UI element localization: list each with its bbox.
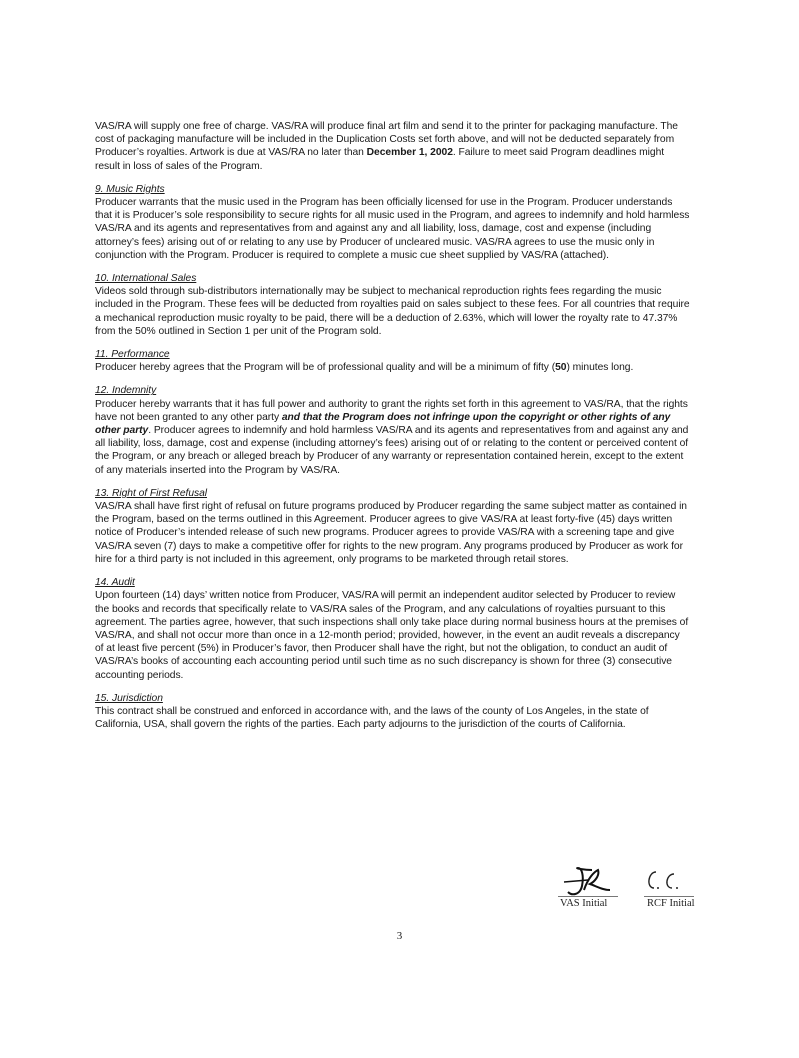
section-heading: 9. Music Rights — [95, 183, 165, 195]
performance-text-1: Producer hereby agrees that the Program will be of professional quality and will be a minimum of fifty ( — [95, 362, 556, 374]
vas-initial-line — [558, 896, 618, 897]
section-body: VAS/RA shall have first right of refusal on future programs produced by Producer regarding the same subject matter as contained in the Program, based on the terms outlined in this Agreement. Producer agrees to give VAS/RA at least forty-five (45) days written notice of Producer’s intended release of such new programs. Producer agrees to provide VAS/RA with a screening tape and give VAS/RA seven (7) days to make a competitive offer for rights to the new program. Any programs produced by Producer as work for hire for a third party is not included in this agreement, only programs to be marketed through retail stores. — [95, 501, 687, 565]
intro-paragraph — [95, 120, 690, 173]
rcf-initial-label: RCF Initial — [647, 898, 695, 909]
performance-text-2: ) minutes long. — [566, 362, 634, 374]
section-music-rights — [95, 183, 690, 262]
section-heading: 12. Indemnity — [95, 385, 157, 397]
minutes-count: 50 — [555, 362, 567, 374]
section-first-refusal — [95, 487, 690, 566]
section-heading: 15. Jurisdiction — [95, 692, 163, 704]
indemnity-emphasis: and that the Program does not infringe upon the copyright or other rights of any other party — [95, 411, 671, 437]
vas-initial-label: VAS Initial — [560, 898, 608, 909]
indemnity-text-1: Producer hereby warrants that it has full power and authority to grant the rights set forth in this agreement to VAS/RA, that the rights have not been granted to any other party — [95, 398, 688, 423]
intro-text-2: . Failure to meet said Program deadlines might result in loss of sales of the Program. — [95, 147, 665, 172]
section-heading: 14. Audit — [95, 577, 135, 589]
section-body — [95, 361, 690, 374]
section-body: Videos sold through sub-distributors internationally may be subject to mechanical reproduction rights fees regarding the music included in the Program. These fees will be deducted from royalties paid on sales subject to these fees. For all countries that require a mechanical reproduction music royalty to be paid, there will be a deduction of 2.63%, which will lower the royalty rate to 47.37% from the 50% outlined in Section 1 per unit of the Program sold. — [95, 286, 690, 337]
contract-body — [95, 120, 690, 741]
section-body: This contract shall be construed and enforced in accordance with, and the laws of the county of Los Angeles, in the state of California, USA, shall govern the rights of the parties. Each party adjourns to the jurisdiction of the courts of California. — [95, 705, 649, 731]
section-body — [95, 398, 690, 477]
page-number: 3 — [396, 930, 403, 942]
intro-text-1: VAS/RA will supply one free of charge. VAS/RA will produce final art film and send it to the printer for packaging manufacture. The cost of packaging manufacture will be included in the Duplication Costs set forth above, and will not be deducted separately from Producer’s royalties. Artwork is due at VAS/RA no later than — [95, 121, 678, 159]
section-indemnity — [95, 384, 690, 476]
section-jurisdiction — [95, 692, 690, 732]
section-audit — [95, 576, 690, 682]
section-international-sales — [95, 272, 690, 338]
indemnity-text-2: . Producer agrees to indemnify and hold harmless VAS/RA and its agents and representatives from and against any and all liability, loss, damage, cost and expense (including attorney’s fees) arising out of or relating to the content or perceived content of the Program, or any breach or alleged breach by Producer of any warranty or representation contained herein, except to the extent of any materials inserted into the Program by VAS/RA. — [95, 425, 689, 476]
rcf-signature-mark — [644, 868, 694, 892]
section-performance — [95, 348, 690, 374]
section-heading: 11. Performance — [95, 349, 170, 361]
section-body: Upon fourteen (14) days’ written notice from Producer, VAS/RA will permit an independent auditor selected by Producer to review the books and records that specifically relate to VAS/RA sales of the Program, and any calculations of royalties pursuant to this agreement. The parties agree, however, that such inspections shall only take place during normal business hours at the premises of VAS/RA, and shall not occur more than once in a 12-month period; provided, however, in the event an audit reveals a discrepancy of at least five percent (5%) in Producer’s favor, then Producer shall have the right, but not the obligation, to conduct an audit of VAS/RA’s books of accounting each accounting period until such time as no such discrepancy is shown for three (3) consecutive accounting periods. — [95, 590, 689, 681]
section-heading: 10. International Sales — [95, 273, 197, 285]
artwork-due-date: December 1, 2002 — [366, 147, 453, 159]
section-body: Producer warrants that the music used in the Program has been officially licensed for use in the Program. Producer understands that it is Producer’s sole responsibility to secure rights for all music used in the Program, and agrees to indemnify and hold harmless VAS/RA and its agents and representatives from and against any and all liability, loss, damage, cost and expense (including attorney’s fees) arising out of or relating to any use by Producer of uncleared music. VAS/RA agrees to use the music only in conjunction with the Program. Producer is required to complete a music cue sheet supplied by VAS/RA (attached). — [95, 197, 690, 261]
section-heading: 13. Right of First Refusal — [95, 487, 208, 499]
initials-block — [558, 862, 708, 912]
rcf-initial-line — [644, 896, 694, 897]
